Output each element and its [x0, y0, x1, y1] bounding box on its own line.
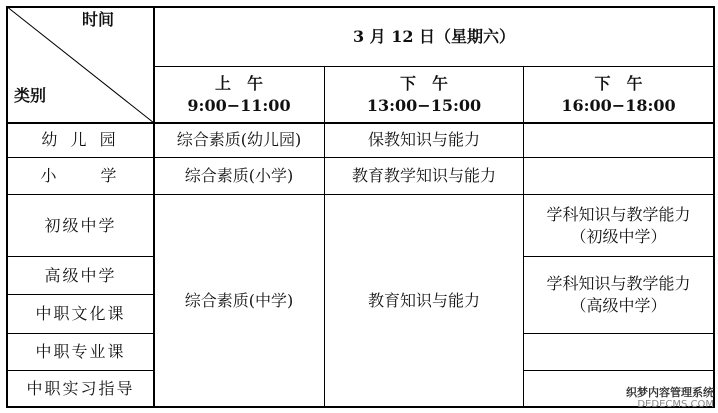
senior-slot3-line2: （高级中学） — [570, 296, 667, 315]
slot-1-period: 上 午 — [214, 73, 263, 93]
junior-slot3-line2: （初级中学） — [570, 226, 667, 246]
secondary-slot1-merged: 综合素质(中学) — [184, 290, 294, 310]
secondary-slot2-merged: 教育知识与能力 — [367, 290, 480, 310]
category-vocational-culture: 中职文化课 — [35, 304, 126, 323]
watermark-line1: 织梦内容管理系统 — [626, 386, 714, 399]
corner-category-label: 类别 — [14, 86, 47, 105]
watermark — [626, 386, 714, 411]
kindergarten-slot2: 保教知识与能力 — [367, 130, 480, 149]
table-bottom-border — [6, 406, 715, 408]
kindergarten-slot1: 综合素质(幼儿园) — [176, 130, 302, 149]
row-divider-6b — [523, 370, 714, 371]
senior-slot3-line1: 学科知识与教学能力 — [546, 274, 691, 293]
exam-date: 3 月 12 日（星期六） — [352, 27, 516, 46]
slot-2-period: 下 午 — [399, 73, 448, 93]
category-primary: 小 学 — [40, 166, 121, 185]
slot-3-time: 16:00−18:00 — [561, 95, 676, 115]
primary-slot2: 教育教学知识与能力 — [351, 166, 496, 185]
category-vocational-professional: 中职专业课 — [35, 342, 126, 361]
category-kindergarten: 幼 儿 园 — [41, 130, 120, 149]
primary-slot1: 综合素质(小学) — [184, 166, 294, 185]
category-vocational-internship: 中职实习指导 — [26, 378, 135, 398]
slot-header-1 — [154, 67, 324, 122]
junior-slot3 — [524, 195, 713, 256]
senior-slot3 — [524, 257, 713, 333]
category-senior-high: 高级中学 — [44, 265, 117, 285]
slot-header-3 — [524, 67, 713, 122]
junior-slot3-line1: 学科知识与教学能力 — [546, 204, 691, 224]
slot-1-time: 9:00−11:00 — [187, 95, 291, 115]
row-divider-5b — [523, 333, 714, 334]
slot-3-period: 下 午 — [594, 73, 643, 93]
corner-time-label: 时间 — [82, 10, 115, 29]
category-junior-middle: 初级中学 — [44, 215, 117, 235]
slot-2-time: 13:00−15:00 — [366, 95, 482, 115]
slot-header-2 — [325, 67, 523, 122]
watermark-line2: DEDECMS.COM — [637, 399, 714, 410]
